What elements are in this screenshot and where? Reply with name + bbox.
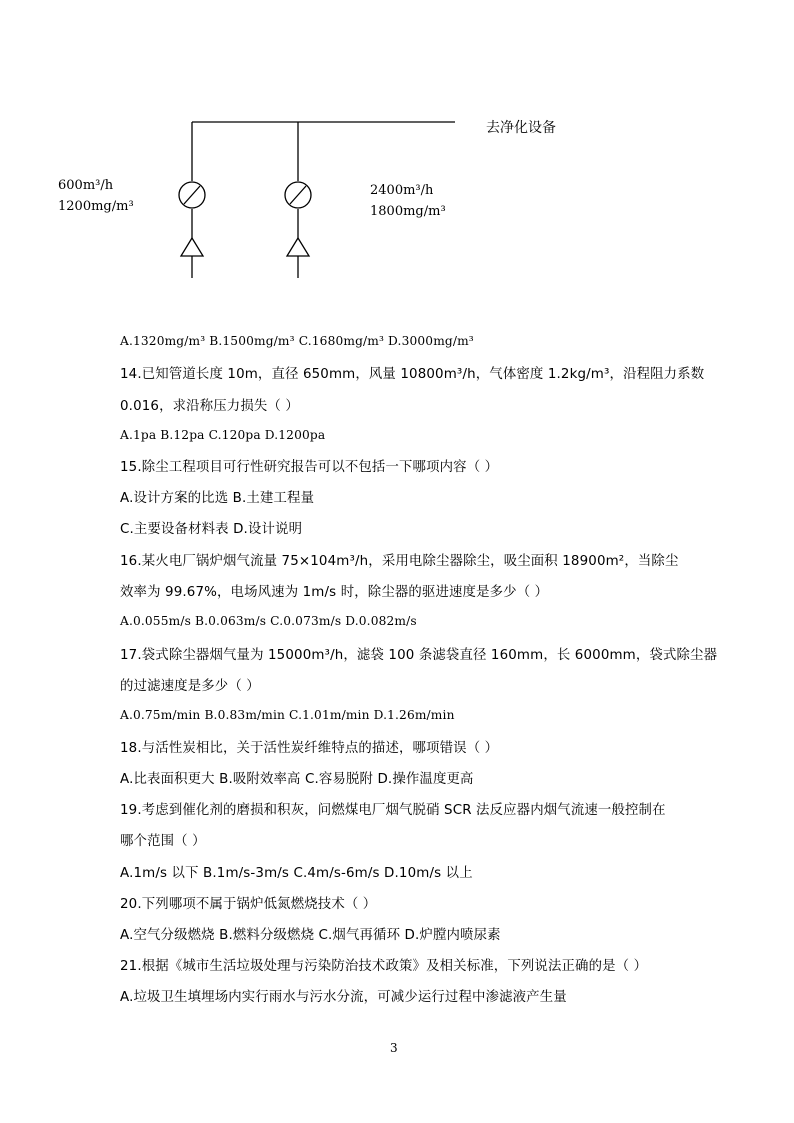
- q16-stem-line2: 效率为 99.67%，电场风速为 1m/s 时，除尘器的驱进速度是多少（ ）: [120, 585, 549, 600]
- q18-stem: 18.与活性炭相比，关于活性炭纤维特点的描述，哪项错误（ ）: [120, 741, 499, 756]
- q19-stem-line1: 19.考虑到催化剂的磨损和积灰，问燃煤电厂烟气脱硝 SCR 法反应器内烟气流速一般控制在: [120, 803, 666, 818]
- q13-options: A.1320mg/m³ B.1500mg/m³ C.1680mg/m³ D.3000mg/m³: [120, 334, 474, 348]
- q16-stem-line1: 16.某火电厂锅炉烟气流量 75×104m³/h，采用电除尘器除尘，吸尘面积 18900m²，当除尘: [120, 554, 679, 569]
- q19-stem-line2: 哪个范围（ ）: [120, 834, 206, 849]
- q21-option-a: A.垃圾卫生填埋场内实行雨水与污水分流，可减少运行过程中渗滤液产生量: [120, 990, 567, 1005]
- left-flow-label: 600m³/h: [58, 178, 114, 193]
- q14-stem-line1: 14.已知管道长度 10m，直径 650mm，风量 10800m³/h，气体密度 1.2kg/m³，沿程阻力系数: [120, 367, 705, 382]
- left-concentration-label: 1200mg/m³: [58, 199, 134, 214]
- q15-options-row2: C.主要设备材料表 D.设计说明: [120, 522, 303, 537]
- q15-options-row1: A.设计方案的比选 B.土建工程量: [120, 491, 315, 506]
- q16-options: A.0.055m/s B.0.063m/s C.0.073m/s D.0.082m/s: [120, 614, 417, 628]
- destination-label: 去净化设备: [486, 120, 556, 136]
- q17-stem-line2: 的过滤速度是多少（ ）: [120, 679, 260, 694]
- right-hood-icon: [287, 238, 309, 256]
- q14-options: A.1pa B.12pa C.120pa D.1200pa: [120, 428, 326, 442]
- q18-options: A.比表面积更大 B.吸附效率高 C.容易脱附 D.操作温度更高: [120, 772, 474, 787]
- right-flow-label: 2400m³/h: [370, 183, 434, 198]
- page-number: 3: [390, 1041, 398, 1055]
- q20-options: A.空气分级燃烧 B.燃料分级燃烧 C.烟气再循环 D.炉膛内喷尿素: [120, 928, 501, 943]
- left-hood-icon: [181, 238, 203, 256]
- duct-diagram: [0, 0, 794, 330]
- right-concentration-label: 1800mg/m³: [370, 204, 446, 219]
- q17-options: A.0.75m/min B.0.83m/min C.1.01m/min D.1.26m/min: [120, 708, 455, 722]
- q14-stem-line2: 0.016，求沿称压力损失（ ）: [120, 399, 299, 414]
- q21-stem: 21.根据《城市生活垃圾处理与污染防治技术政策》及相关标准，下列说法正确的是（ ）: [120, 959, 648, 974]
- q20-stem: 20.下列哪项不属于锅炉低氮燃烧技术（ ）: [120, 897, 377, 912]
- q15-stem: 15.除尘工程项目可行性研究报告可以不包括一下哪项内容（ ）: [120, 460, 499, 475]
- q19-options: A.1m/s 以下 B.1m/s-3m/s C.4m/s-6m/s D.10m/s 以上: [120, 866, 473, 881]
- q17-stem-line1: 17.袋式除尘器烟气量为 15000m³/h，滤袋 100 条滤袋直径 160mm，长 6000mm，袋式除尘器: [120, 648, 718, 663]
